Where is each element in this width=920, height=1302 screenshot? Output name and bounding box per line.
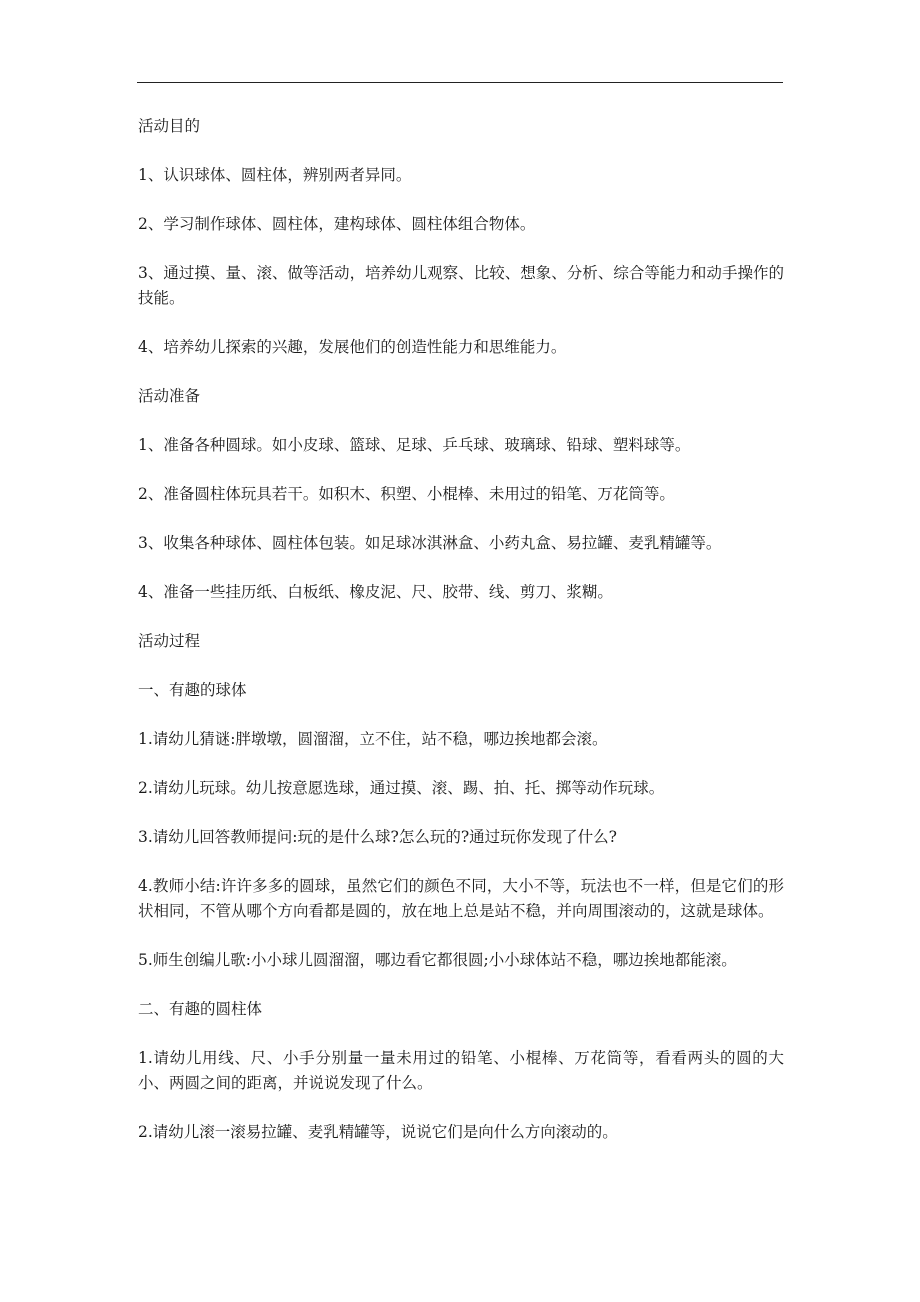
goal-item-3: 3、通过摸、量、滚、做等活动，培养幼儿观察、比较、想象、分析、综合等能力和动手操作的技能。 (138, 264, 784, 307)
sphere-step-4: 4.教师小结:许许多多的圆球，虽然它们的颜色不同，大小不等，玩法也不一样，但是它们的形状相同，不管从哪个方向看都是圆的，放在地上总是站不稳，并向周围滚动的，这就是球体。 (138, 877, 784, 920)
sphere-step-3: 3.请幼儿回答教师提问:玩的是什么球?怎么玩的?通过玩你发现了什么? (138, 828, 617, 846)
sphere-step-2: 2.请幼儿玩球。幼儿按意愿选球，通过摸、滚、踢、拍、托、掷等动作玩球。 (138, 779, 665, 797)
goal-item-4: 4、培养幼儿探索的兴趣，发展他们的创造性能力和思维能力。 (138, 338, 567, 356)
preparation-item-4: 4、准备一些挂历纸、白板纸、橡皮泥、尺、胶带、线、剪刀、浆糊。 (138, 583, 613, 601)
section-heading-preparation: 活动准备 (138, 387, 201, 405)
goal-item-1: 1、认识球体、圆柱体，辨别两者异同。 (138, 166, 412, 184)
cylinder-step-1: 1.请幼儿用线、尺、小手分别量一量未用过的铅笔、小棍棒、万花筒等，看看两头的圆的大小、两圆之间的距离，并说说发现了什么。 (138, 1049, 784, 1092)
preparation-item-3: 3、收集各种球体、圆柱体包装。如足球冰淇淋盒、小药丸盒、易拉罐、麦乳精罐等。 (138, 534, 722, 552)
section-heading-goals: 活动目的 (138, 117, 201, 135)
sphere-step-1: 1.请幼儿猜谜:胖墩墩，圆溜溜，立不住，站不稳，哪边挨地都会滚。 (138, 730, 608, 748)
cylinder-step-2: 2.请幼儿滚一滚易拉罐、麦乳精罐等，说说它们是向什么方向滚动的。 (138, 1123, 618, 1141)
document-body (138, 114, 784, 1169)
sphere-step-5: 5.师生创编儿歌:小小球儿圆溜溜，哪边看它都很圆;小小球体站不稳，哪边挨地都能滚。 (138, 951, 737, 969)
header-rule (137, 82, 783, 83)
goal-item-2: 2、学习制作球体、圆柱体，建构球体、圆柱体组合物体。 (138, 215, 536, 233)
subsection-heading-sphere: 一、有趣的球体 (138, 681, 247, 699)
section-heading-process: 活动过程 (138, 632, 201, 650)
subsection-heading-cylinder: 二、有趣的圆柱体 (138, 1000, 263, 1018)
preparation-item-2: 2、准备圆柱体玩具若干。如积木、积塑、小棍棒、未用过的铅笔、万花筒等。 (138, 485, 675, 503)
preparation-item-1: 1、准备各种圆球。如小皮球、篮球、足球、乒乓球、玻璃球、铅球、塑料球等。 (138, 436, 691, 454)
